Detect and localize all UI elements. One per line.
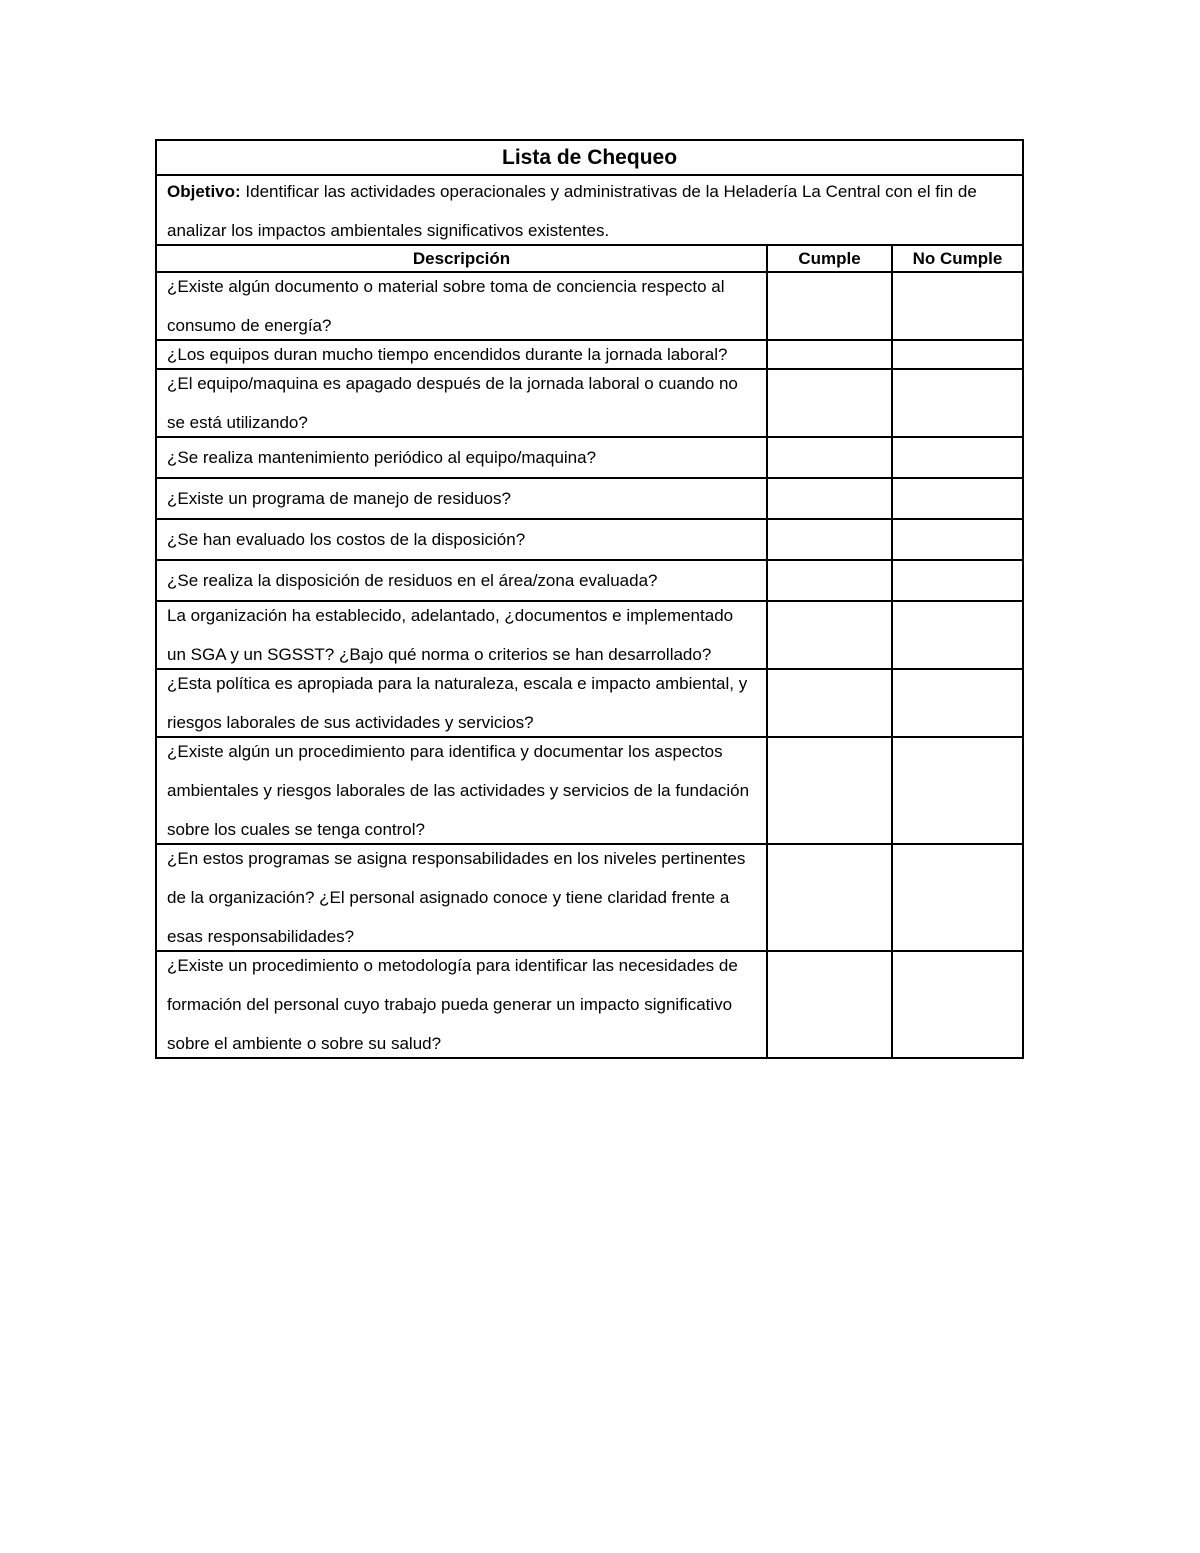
question-cell xyxy=(156,951,767,1058)
question-text: ¿Se realiza la disposición de residuos en el área/zona evaluada? xyxy=(167,571,658,590)
question-cell xyxy=(156,272,767,340)
cumple-cell[interactable] xyxy=(767,519,892,560)
question-text: ¿Existe un procedimiento o metodología para identificar las necesidades de formación del personal cuyo trabajo pueda generar un impacto significativo sobre el ambiente o sobre su salud? xyxy=(167,956,738,1053)
question-text: La organización ha establecido, adelantado, ¿documentos e implementado un SGA y un SGSST? ¿Bajo qué norma o criterios se han desarrollado? xyxy=(167,606,734,664)
question-text: ¿Se han evaluado los costos de la disposición? xyxy=(167,530,526,549)
question-cell xyxy=(156,369,767,437)
cumple-cell[interactable] xyxy=(767,369,892,437)
header-description: Descripción xyxy=(156,245,767,272)
objective-row xyxy=(156,175,1023,245)
table-row xyxy=(156,369,1023,437)
no-cumple-cell[interactable] xyxy=(892,478,1023,519)
no-cumple-cell[interactable] xyxy=(892,519,1023,560)
question-cell xyxy=(156,737,767,844)
cumple-cell[interactable] xyxy=(767,437,892,478)
table-row xyxy=(156,669,1023,737)
cumple-cell[interactable] xyxy=(767,601,892,669)
question-text: ¿Los equipos duran mucho tiempo encendidos durante la jornada laboral? xyxy=(167,345,728,364)
question-cell xyxy=(156,437,767,478)
question-cell xyxy=(156,560,767,601)
no-cumple-cell[interactable] xyxy=(892,560,1023,601)
no-cumple-cell[interactable] xyxy=(892,669,1023,737)
table-row xyxy=(156,737,1023,844)
header-cumple: Cumple xyxy=(767,245,892,272)
no-cumple-cell[interactable] xyxy=(892,340,1023,369)
cumple-cell[interactable] xyxy=(767,844,892,951)
question-cell xyxy=(156,478,767,519)
objective-label: Objetivo: xyxy=(167,182,241,201)
table-row xyxy=(156,601,1023,669)
no-cumple-cell[interactable] xyxy=(892,737,1023,844)
cumple-cell[interactable] xyxy=(767,669,892,737)
question-cell xyxy=(156,519,767,560)
table-row xyxy=(156,478,1023,519)
no-cumple-cell[interactable] xyxy=(892,369,1023,437)
checklist-table xyxy=(155,139,1024,1059)
question-text: ¿Existe algún un procedimiento para identifica y documentar los aspectos ambientales y riesgos laborales de las actividades y servicios de la fundación sobre los cuales se tenga control? xyxy=(167,742,750,839)
cumple-cell[interactable] xyxy=(767,951,892,1058)
checklist-title: Lista de Chequeo xyxy=(156,140,1023,175)
question-cell xyxy=(156,601,767,669)
no-cumple-cell[interactable] xyxy=(892,272,1023,340)
question-text: ¿El equipo/maquina es apagado después de la jornada laboral o cuando no se está utilizando? xyxy=(167,374,738,432)
table-row xyxy=(156,560,1023,601)
no-cumple-cell[interactable] xyxy=(892,844,1023,951)
table-row xyxy=(156,519,1023,560)
question-cell xyxy=(156,669,767,737)
cumple-cell[interactable] xyxy=(767,737,892,844)
table-row xyxy=(156,437,1023,478)
no-cumple-cell[interactable] xyxy=(892,437,1023,478)
table-row xyxy=(156,272,1023,340)
table-row xyxy=(156,951,1023,1058)
objective-cell xyxy=(156,175,1023,245)
question-text: ¿En estos programas se asigna responsabilidades en los niveles pertinentes de la organización? ¿El personal asignado conoce y tiene claridad frente a esas responsabilidades? xyxy=(167,849,746,946)
objective-text: Identificar las actividades operacionales y administrativas de la Heladería La Central con el fin de analizar los impactos ambientales significativos existentes. xyxy=(167,182,977,240)
no-cumple-cell[interactable] xyxy=(892,601,1023,669)
no-cumple-cell[interactable] xyxy=(892,951,1023,1058)
question-text: ¿Existe un programa de manejo de residuos? xyxy=(167,489,511,508)
question-text: ¿Se realiza mantenimiento periódico al equipo/maquina? xyxy=(167,448,597,467)
cumple-cell[interactable] xyxy=(767,560,892,601)
cumple-cell[interactable] xyxy=(767,272,892,340)
cumple-cell[interactable] xyxy=(767,340,892,369)
question-cell xyxy=(156,844,767,951)
question-text: ¿Esta política es apropiada para la naturaleza, escala e impacto ambiental, y riesgos laborales de sus actividades y servicios? xyxy=(167,674,748,732)
question-text: ¿Existe algún documento o material sobre toma de conciencia respecto al consumo de energía? xyxy=(167,277,725,335)
cumple-cell[interactable] xyxy=(767,478,892,519)
table-row xyxy=(156,844,1023,951)
title-row xyxy=(156,140,1023,175)
header-no-cumple: No Cumple xyxy=(892,245,1023,272)
